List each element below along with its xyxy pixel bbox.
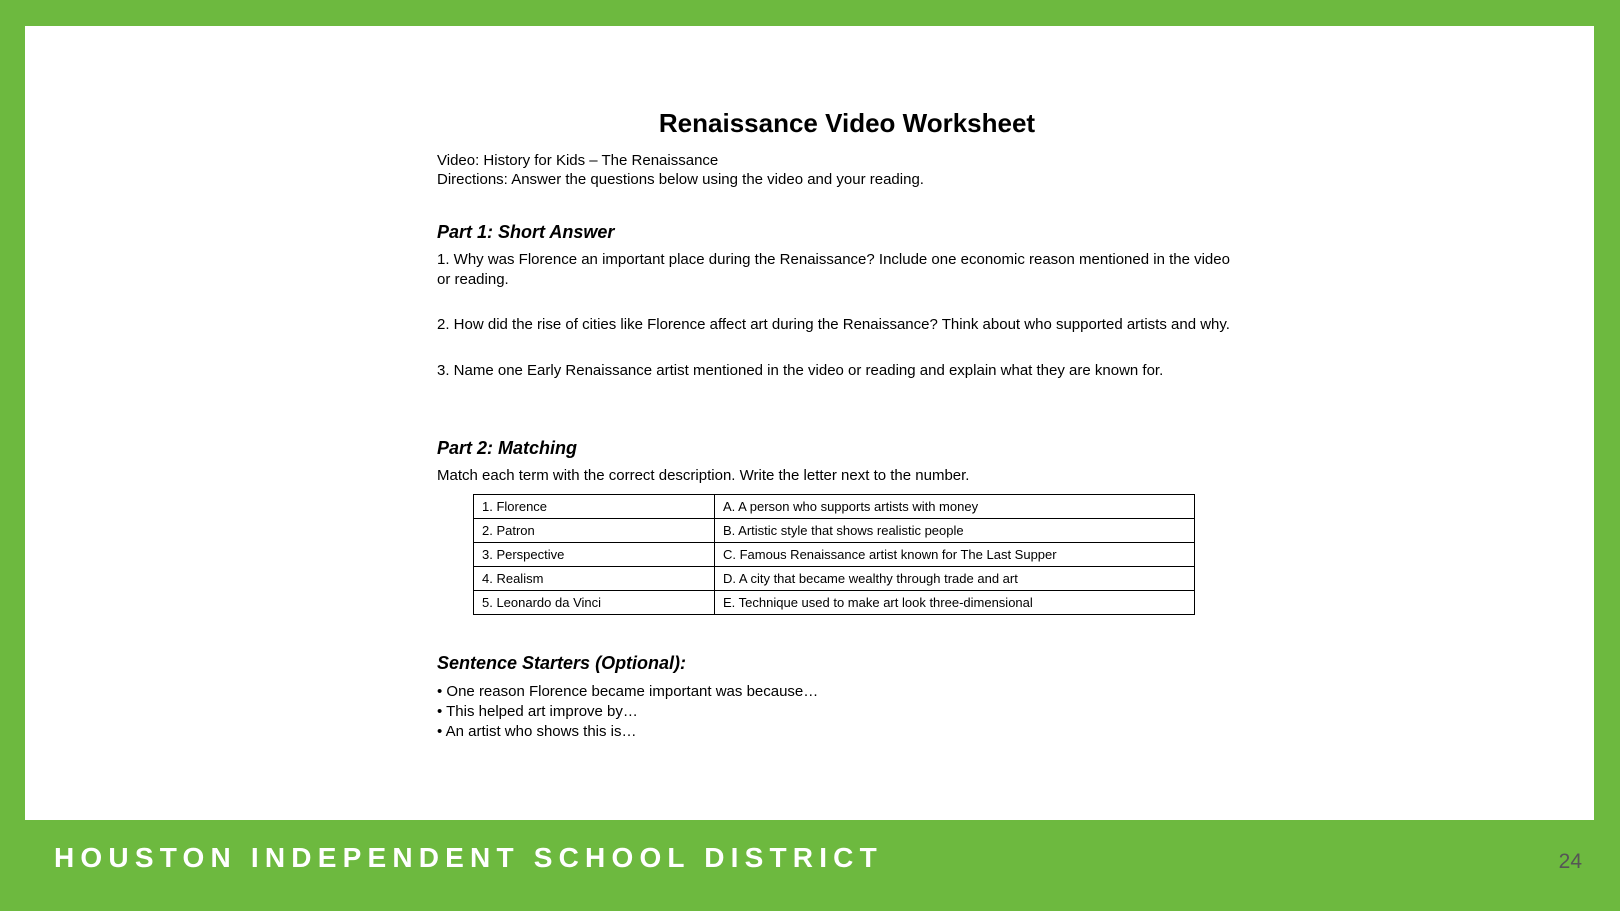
term-cell: 3. Perspective (474, 543, 715, 567)
description-cell: D. A city that became wealthy through trade and art (715, 567, 1195, 591)
matching-instructions: Match each term with the correct description. Write the letter next to the number. (437, 467, 970, 484)
matching-table (473, 494, 1195, 615)
description-cell: C. Famous Renaissance artist known for The Last Supper (715, 543, 1195, 567)
directions-line: Directions: Answer the questions below using the video and your reading. (437, 171, 924, 188)
starter-item: • One reason Florence became important was because… (437, 683, 819, 700)
question-3: 3. Name one Early Renaissance artist mentioned in the video or reading and explain what they are known for. (437, 362, 1164, 379)
video-line: Video: History for Kids – The Renaissance (437, 152, 719, 169)
table-row (474, 591, 1195, 615)
worksheet-title: Renaissance Video Worksheet (658, 108, 1036, 138)
slide-page (25, 26, 1594, 820)
table-row (474, 543, 1195, 567)
question-1: 1. Why was Florence an important place during the Renaissance? Include one economic reason mentioned in the video or reading. (437, 251, 1230, 288)
page-number: 24 (1558, 850, 1582, 873)
term-cell: 1. Florence (474, 495, 715, 519)
part2-heading: Part 2: Matching (437, 438, 578, 458)
description-cell: A. A person who supports artists with money (715, 495, 1195, 519)
term-cell: 4. Realism (474, 567, 715, 591)
part1-heading: Part 1: Short Answer (437, 222, 615, 242)
description-cell: B. Artistic style that shows realistic people (715, 519, 1195, 543)
question-2: 2. How did the rise of cities like Florence affect art during the Renaissance? Think about who supported artists and why. (437, 316, 1230, 333)
description-cell: E. Technique used to make art look three-dimensional (715, 591, 1195, 615)
term-cell: 5. Leonardo da Vinci (474, 591, 715, 615)
table-row (474, 495, 1195, 519)
starters-heading: Sentence Starters (Optional): (437, 653, 687, 673)
starter-item: • This helped art improve by… (437, 703, 638, 720)
table-row (474, 567, 1195, 591)
starter-item: • An artist who shows this is… (437, 723, 637, 740)
district-name: HOUSTON INDEPENDENT SCHOOL DISTRICT (54, 842, 883, 873)
footer-bar (25, 820, 1594, 900)
table-row (474, 519, 1195, 543)
term-cell: 2. Patron (474, 519, 715, 543)
